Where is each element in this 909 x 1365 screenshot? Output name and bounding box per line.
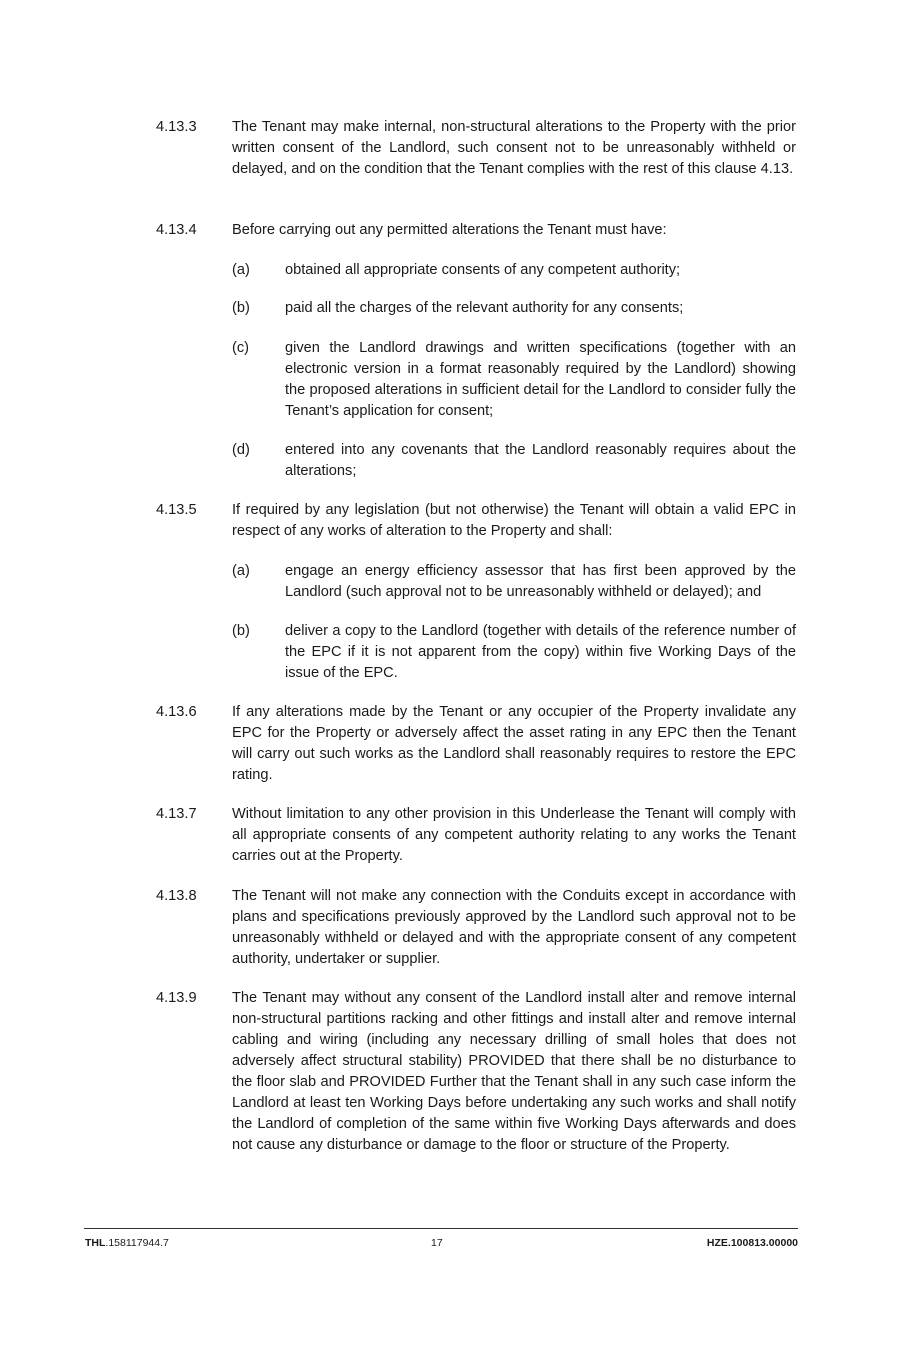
clause-number: 4.13.4	[156, 222, 197, 238]
subclause-text: obtained all appropriate consents of any competent authority;	[285, 262, 681, 278]
subclause-text: engage an energy efficiency assessor that has first been approved by the Landlord (such approval not to be unreasonably withheld or delayed); and	[285, 563, 796, 600]
subclause-4-13-5-a	[232, 561, 796, 603]
subclause-4-13-4-b	[232, 298, 796, 319]
footer-reference-number: .158117944.7	[105, 1237, 169, 1249]
clause-4-13-3	[156, 117, 796, 180]
clause-text: If any alterations made by the Tenant or any occupier of the Property invalidate any EPC for the Property or adversely affect the asset rating in any EPC then the Tenant will carry out such works as the Landlord shall reasonably requires to restore the EPC rating.	[232, 704, 796, 783]
clause-number: 4.13.8	[156, 888, 197, 904]
clause-number: 4.13.5	[156, 502, 197, 518]
clause-text: Without limitation to any other provision in this Underlease the Tenant will comply with all appropriate consents of any competent authority relating to any works the Tenant carries out at the Property.	[232, 806, 796, 864]
clause-4-13-7	[156, 804, 796, 867]
subclause-text: deliver a copy to the Landlord (together with details of the reference number of the EPC if it is not apparent from the copy) within five Working Days of the issue of the EPC.	[285, 623, 796, 681]
subclause-letter: (c)	[232, 340, 250, 356]
subclause-letter: (b)	[232, 623, 250, 639]
clause-4-13-9	[156, 988, 796, 1156]
clause-number: 4.13.9	[156, 990, 197, 1006]
clause-number: 4.13.7	[156, 806, 197, 822]
subclause-4-13-5-b	[232, 621, 796, 684]
subclause-letter: (d)	[232, 442, 250, 458]
clause-text: If required by any legislation (but not otherwise) the Tenant will obtain a valid EPC in respect of any works of alteration to the Property and shall:	[232, 502, 796, 539]
subclause-text: given the Landlord drawings and written specifications (together with an electronic version in a format reasonably required by the Landlord) showing the proposed alterations in sufficient detail for the Landlord to consider fully the Tenant’s application for consent;	[285, 340, 796, 419]
subclause-4-13-4-c	[232, 338, 796, 422]
subclause-letter: (a)	[232, 563, 250, 579]
clause-text: The Tenant may make internal, non-structural alterations to the Property with the prior written consent of the Landlord, such consent not to be unreasonably withheld or delayed, and on the condition that the Tenant complies with the rest of this clause 4.13.	[232, 119, 796, 177]
subclause-text: entered into any covenants that the Landlord reasonably requires about the alterations;	[285, 442, 796, 479]
footer-document-reference	[85, 1236, 169, 1250]
page-number: 17	[431, 1237, 443, 1249]
clause-4-13-5	[156, 500, 796, 542]
clause-number: 4.13.3	[156, 119, 197, 135]
clause-4-13-8	[156, 886, 796, 970]
subclause-4-13-4-d	[232, 440, 796, 482]
footer-divider	[84, 1228, 798, 1229]
clause-number: 4.13.6	[156, 704, 197, 720]
subclause-4-13-4-a	[232, 260, 796, 281]
clause-text: The Tenant may without any consent of the Landlord install alter and remove internal non-structural partitions racking and other fittings and install alter and remove internal cabling and wiring (including any necessary drilling of small holes that does not adversely affect structural stability) PROVIDED that there shall be no disturbance to the floor slab and PROVIDED Further that the Tenant shall in any such case inform the Landlord at least ten Working Days before undertaking any such works and shall notify the Landlord of completion of the same within five Working Days afterwards and does not cause any disturbance or damage to the floor or structure of the Property.	[232, 990, 796, 1153]
clause-text: Before carrying out any permitted alterations the Tenant must have:	[232, 222, 667, 238]
subclause-letter: (a)	[232, 262, 250, 278]
footer-reference-prefix: THL	[85, 1237, 106, 1249]
subclause-text: paid all the charges of the relevant authority for any consents;	[285, 300, 684, 316]
clause-4-13-4	[156, 220, 796, 241]
subclause-letter: (b)	[232, 300, 250, 316]
footer-matter-reference: HZE.100813.00000	[706, 1237, 798, 1249]
clause-text: The Tenant will not make any connection with the Conduits except in accordance with plans and specifications previously approved by the Landlord such approval not to be unreasonably withheld or delayed and with the appropriate consent of any competent authority, undertaker or supplier.	[232, 888, 796, 967]
clause-4-13-6	[156, 702, 796, 786]
